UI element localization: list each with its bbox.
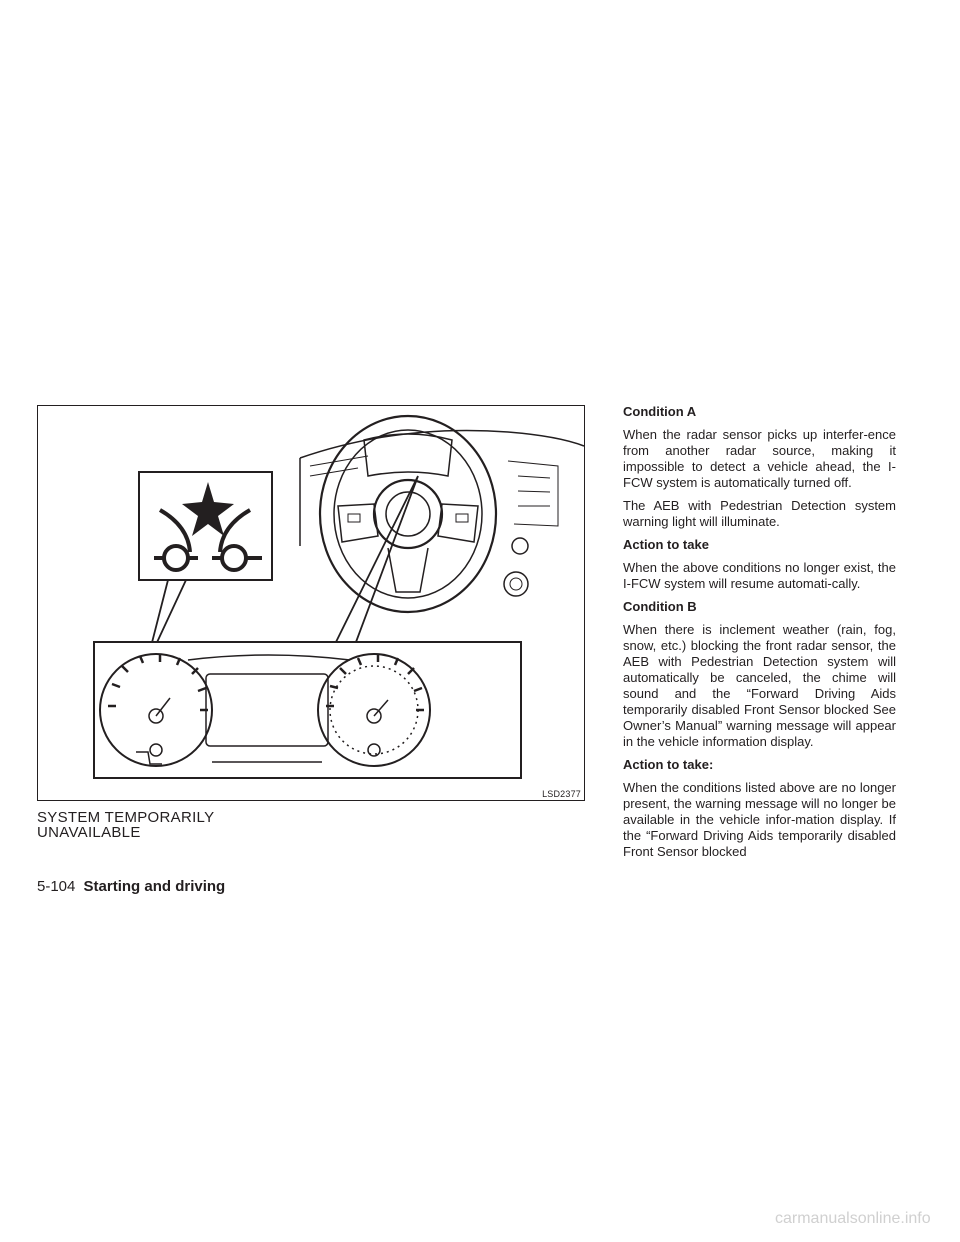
content-column [623,404,896,867]
section-heading-line2: UNAVAILABLE [37,824,141,841]
condition-b-paragraph: When there is inclement weather (rain, fog, snow, etc.) blocking the front radar sensor, the AEB with Pedestrian Detection system will automatically be canceled, the chime will sound and the “Forward Driving Aids temporarily disabled Front Sensor blocked See Owner’s Manual” warning message will appear in the vehicle information display. [623,622,896,749]
section-heading [37,810,297,840]
dashboard-illustration [38,406,586,802]
section-heading-line1: SYSTEM TEMPORARILY [37,809,215,826]
illustration-figure [37,405,585,801]
chapter-title: Starting and driving [83,878,226,895]
watermark-link[interactable]: carmanualsonline.info [775,1210,931,1227]
condition-a-heading: Condition A [623,404,697,419]
warning-light-paragraph: The AEB with Pedestrian Detection system warning light will illuminate. [623,498,896,529]
action-a-heading: Action to take [623,537,709,552]
condition-a-paragraph: When the radar sensor picks up interfer-ence from another radar source, making it impossible to detect a vehicle ahead, the I-FCW system is automatically turned off. [623,427,896,490]
condition-b-heading: Condition B [623,599,697,614]
page-footer [37,878,225,895]
page-number: 5-104 [37,878,76,895]
action-b-paragraph: When the conditions listed above are no longer present, the warning message will no longer be available in the vehicle infor-mation display. If the “Forward Driving Aids temporarily disabled Front Sensor blocked [623,780,896,859]
action-a-paragraph: When the above conditions no longer exist, the I-FCW system will resume automati-cally. [623,560,896,591]
figure-code: LSD2377 [542,789,581,799]
steering-wheel-icon [320,416,496,612]
action-b-heading: Action to take: [623,757,714,772]
